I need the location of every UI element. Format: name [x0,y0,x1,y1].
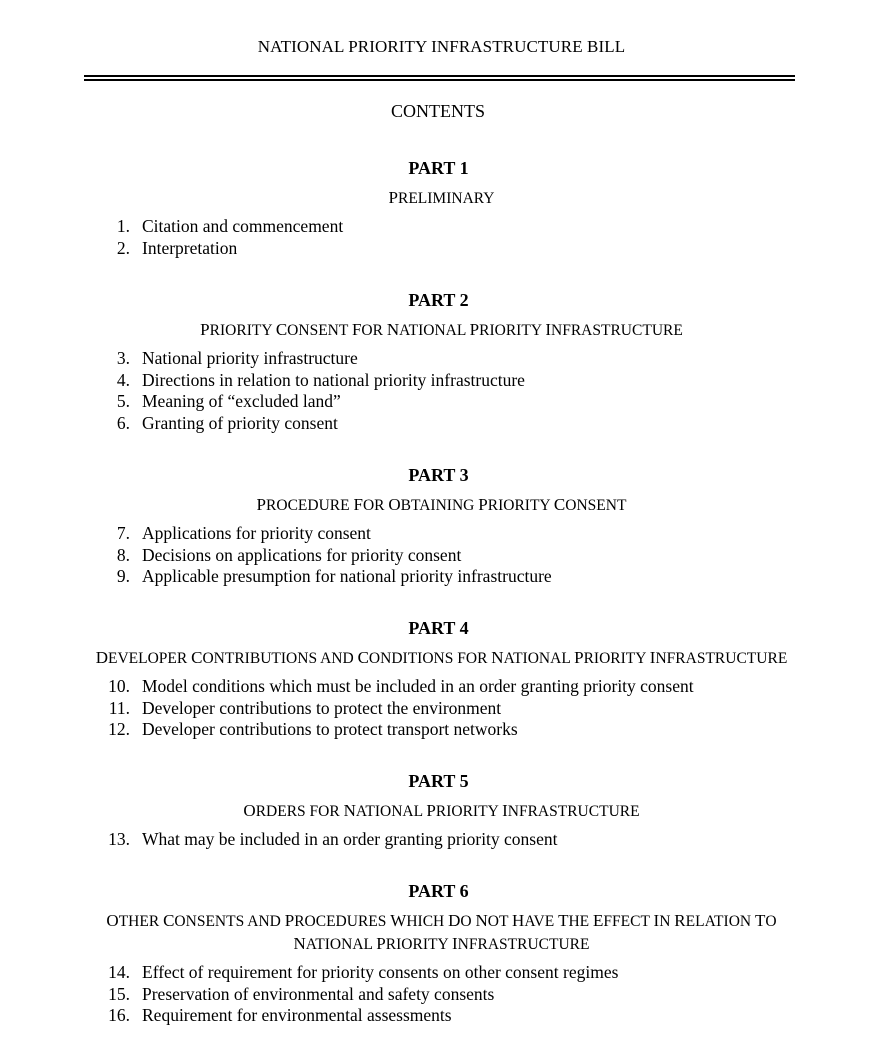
item-title: Citation and commencement [142,216,344,236]
contents-list [0,962,883,1027]
contents-item[interactable] [0,523,883,545]
contents-item[interactable] [0,216,883,238]
part-subtitle: OTHER CONSENTS AND PROCEDURES WHICH DO NOT HAVE THE EFFECT IN RELATION TO NATIONAL PRIORITY INFRASTRUCTURE [106,911,777,953]
contents-item[interactable] [0,566,883,588]
part-4-section [0,617,883,741]
part-1-section [0,157,883,259]
item-title: Preservation of environmental and safety consents [142,983,495,1004]
contents-item[interactable] [0,370,883,392]
contents-item[interactable] [0,348,883,370]
part-3-section [0,464,883,588]
item-title: Effect of requirement for priority consents on other consent regimes [142,962,619,982]
part-heading: PART 2 [408,290,469,310]
part-6-section [0,880,883,1027]
part-heading: PART 4 [408,618,469,638]
item-title: What may be included in an order granting priority consent [142,829,558,849]
part-heading: PART 5 [408,771,469,791]
item-title: Applications for priority consent [142,523,371,543]
item-number: 5. [116,391,130,412]
contents-item[interactable] [0,1005,883,1027]
contents-item[interactable] [0,719,883,741]
part-2-section [0,289,883,435]
contents-list [0,829,883,851]
part-subtitle: PROCEDURE FOR OBTAINING PRIORITY CONSENT [256,495,627,514]
contents-list [0,523,883,588]
contents-list [0,216,883,259]
contents-heading: CONTENTS [391,101,485,121]
item-number: 6. [116,413,130,434]
item-title: Decisions on applications for priority consent [142,544,462,565]
item-title: Interpretation [142,237,238,258]
item-title: Requirement for environmental assessments [142,1005,452,1026]
contents-item[interactable] [0,391,883,413]
item-number: 8. [116,544,130,565]
part-subtitle: DEVELOPER CONTRIBUTIONS AND CONDITIONS FOR NATIONAL PRIORITY INFRASTRUCTURE [95,648,788,667]
item-number: 10. [108,676,130,696]
part-heading: PART 6 [408,881,469,901]
item-number: 7. [116,523,130,543]
item-title: Developer contributions to protect transport networks [142,719,518,740]
item-title: Developer contributions to protect the environment [142,697,502,718]
item-number: 9. [116,566,130,587]
item-number: 11. [108,697,130,718]
item-number: 13. [108,829,130,849]
item-title: National priority infrastructure [142,348,358,368]
contents-list [0,348,883,435]
title-double-rule [84,75,795,81]
contents-item[interactable] [0,676,883,698]
contents-item[interactable] [0,829,883,851]
item-number: 4. [116,369,130,390]
contents-item[interactable] [0,413,883,435]
item-number: 15. [108,983,130,1004]
part-subtitle: ORDERS FOR NATIONAL PRIORITY INFRASTRUCTURE [243,801,640,820]
item-number: 2. [116,237,130,258]
contents-item[interactable] [0,545,883,567]
contents-item[interactable] [0,238,883,260]
item-title: Granting of priority consent [142,413,338,434]
item-number: 16. [108,1005,130,1026]
item-title: Directions in relation to national priority infrastructure [142,369,525,390]
item-number: 12. [108,719,130,740]
item-title: Model conditions which must be included in an order granting priority consent [142,676,694,696]
item-title: Meaning of “excluded land” [142,391,341,412]
document-title: NATIONAL PRIORITY INFRASTRUCTURE BILL [257,37,626,56]
part-heading: PART 1 [408,158,469,178]
part-heading: PART 3 [408,465,469,485]
contents-item[interactable] [0,698,883,720]
item-number: 3. [116,348,130,368]
item-title: Applicable presumption for national priority infrastructure [142,566,552,587]
contents-list [0,676,883,741]
contents-item[interactable] [0,984,883,1006]
part-5-section [0,770,883,851]
part-subtitle: PRELIMINARY [388,188,495,207]
item-number: 1. [116,216,130,236]
item-number: 14. [108,962,130,982]
contents-item[interactable] [0,962,883,984]
part-subtitle: PRIORITY CONSENT FOR NATIONAL PRIORITY INFRASTRUCTURE [200,320,683,339]
